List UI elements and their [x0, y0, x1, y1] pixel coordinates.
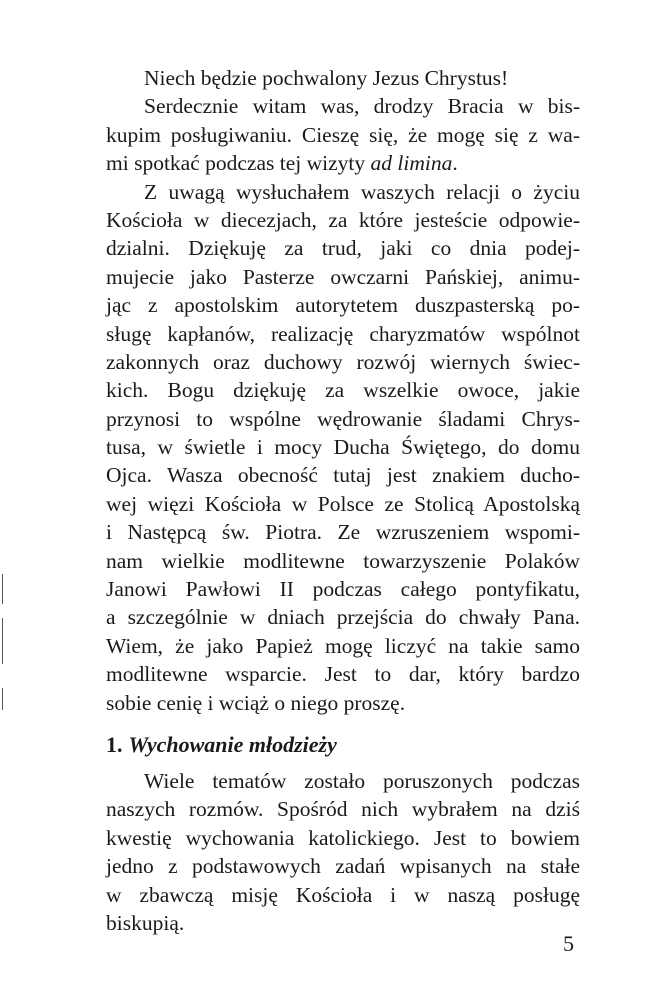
welcome-paragraph [106, 92, 580, 177]
italic-phrase: ad limina [370, 151, 453, 176]
text-line: kich. Bogu dziękuję za wszelkie owoce, jakie [106, 378, 580, 403]
text-line-head: mi spotkać podczas tej wizyty [106, 151, 371, 176]
text-line [106, 149, 580, 177]
text-line: biskupią. [106, 910, 185, 935]
text-line: w zbawczą misję Kościoła i w naszą posługę [106, 882, 580, 907]
text-line-tail: . [452, 151, 458, 176]
text-line: tusa, w świetle i mocy Ducha Świętego, do domu [106, 435, 580, 460]
text-line: jedno z podstawowych zadań wpisanych na stałe [106, 854, 580, 879]
page-body [106, 64, 580, 937]
section-title: Wychowanie młodzieży [128, 731, 337, 757]
text-line: modlitewne wsparcie. Jest to dar, który bardzo [106, 662, 580, 687]
text-line: Janowi Pawłowi II podczas całego pontyfikatu, [106, 577, 580, 602]
text-line: Kościoła w diecezjach, za które jesteście odpowie- [106, 207, 580, 232]
text-line: sługę kapłanów, realizację charyzmatów wspólnot [106, 321, 580, 346]
text-line: Serdecznie witam was, drodzy Bracia w bis- [144, 94, 580, 119]
text-line: przynosi to wspólne wędrowanie śladami Chrys- [106, 406, 580, 431]
section-paragraph [106, 767, 580, 937]
text-line: Wiele tematów zostało poruszonych podczas [144, 768, 580, 793]
text-line: a szczególnie w dniach przejścia do chwały Pana. [106, 605, 580, 630]
section-number: 1. [106, 731, 123, 757]
text-line: sobie cenię i wciąż o niego proszę. [106, 690, 406, 715]
text-line: i Następcą św. Piotra. Ze wzruszeniem wspomi- [106, 520, 580, 545]
text-line: nam wielkie modlitewne towarzyszenie Polaków [106, 548, 580, 573]
text-line: dzialni. Dziękuję za trud, jaki co dnia podej- [106, 236, 580, 261]
text-line: wej więzi Kościoła w Polsce ze Stolicą Apostolską [106, 491, 580, 516]
text-line: Niech będzie pochwalony Jezus Chrystus! [144, 66, 509, 90]
margin-mark-lower [2, 688, 3, 710]
page-number: 5 [563, 931, 574, 956]
margin-mark-upper [2, 574, 3, 604]
text-line: naszych rozmów. Spośród nich wybrałem na dziś [106, 797, 580, 822]
greeting-paragraph [106, 64, 580, 92]
text-line: jąc z apostolskim autorytetem duszpasterską po- [106, 293, 580, 318]
text-line: Z uwagą wysłuchałem waszych relacji o życiu [144, 179, 580, 204]
text-line: kwestię wychowania katolickiego. Jest to bowiem [106, 825, 580, 850]
margin-mark-middle [2, 618, 3, 664]
text-line: kupim posługiwaniu. Cieszę się, że mogę się z wa- [106, 122, 580, 147]
section-heading [106, 731, 580, 761]
text-line: mujecie jako Pasterze owczarni Pańskiej, animu- [106, 264, 580, 289]
reports-paragraph [106, 178, 580, 717]
text-line: zakonnych oraz duchowy rozwój wiernych świec- [106, 349, 580, 374]
text-line: Ojca. Wasza obecność tutaj jest znakiem ducho- [106, 463, 580, 488]
text-line: Wiem, że jako Papież mogę liczyć na takie samo [106, 633, 580, 658]
